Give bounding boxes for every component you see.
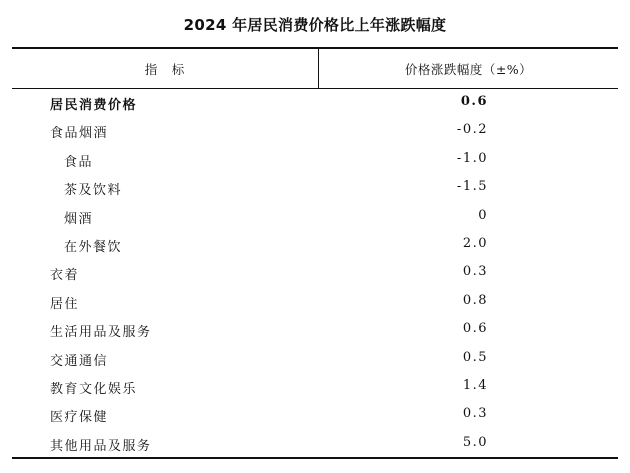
row-label: 生活用品及服务 xyxy=(50,325,152,341)
row-label: 居住 xyxy=(50,296,80,312)
table-row xyxy=(0,288,630,316)
row-value: 0.3 xyxy=(462,406,488,422)
row-label: 食品烟酒 xyxy=(50,126,109,142)
row-value: 0.8 xyxy=(462,292,488,308)
row-value: 1.4 xyxy=(462,377,488,393)
row-value: -0.2 xyxy=(456,122,488,138)
row-value: 5.0 xyxy=(462,434,488,450)
table-bottom-rule xyxy=(12,457,618,459)
row-label: 在外餐饮 xyxy=(64,239,123,255)
row-label: 烟酒 xyxy=(64,211,94,227)
row-label: 教育文化娱乐 xyxy=(50,381,138,397)
table-row xyxy=(0,146,630,174)
row-value: -1.0 xyxy=(456,150,488,166)
row-label: 食品 xyxy=(64,154,94,170)
row-value: 0.5 xyxy=(462,349,488,365)
table-row xyxy=(0,373,630,401)
table-body xyxy=(0,89,630,458)
row-label: 医疗保健 xyxy=(50,410,109,426)
row-value: 0.3 xyxy=(462,264,488,280)
row-value: 0.6 xyxy=(460,94,488,109)
table-row xyxy=(0,203,630,231)
header-indicator: 指 标 xyxy=(144,62,186,77)
table-row xyxy=(0,345,630,373)
table-row xyxy=(0,174,630,202)
table-row xyxy=(0,430,630,458)
table-top-rule xyxy=(12,47,618,49)
header-price-change: 价格涨跌幅度（±%） xyxy=(404,62,533,77)
row-value: 0.6 xyxy=(462,321,488,337)
table-row xyxy=(0,316,630,344)
table-row xyxy=(0,401,630,429)
row-label: 居民消费价格 xyxy=(50,98,138,113)
row-value: -1.5 xyxy=(456,179,488,195)
row-label: 其他用品及服务 xyxy=(50,438,152,454)
table-row xyxy=(0,89,630,117)
row-value: 0 xyxy=(478,207,488,223)
row-value: 2.0 xyxy=(462,235,488,251)
row-label: 交通通信 xyxy=(50,353,109,369)
table-row xyxy=(0,231,630,259)
row-label: 衣着 xyxy=(50,268,80,284)
table-row xyxy=(0,117,630,145)
row-label: 茶及饮料 xyxy=(64,183,123,199)
table-title: 2024 年居民消费价格比上年涨跌幅度 xyxy=(183,16,447,34)
table-row xyxy=(0,259,630,287)
